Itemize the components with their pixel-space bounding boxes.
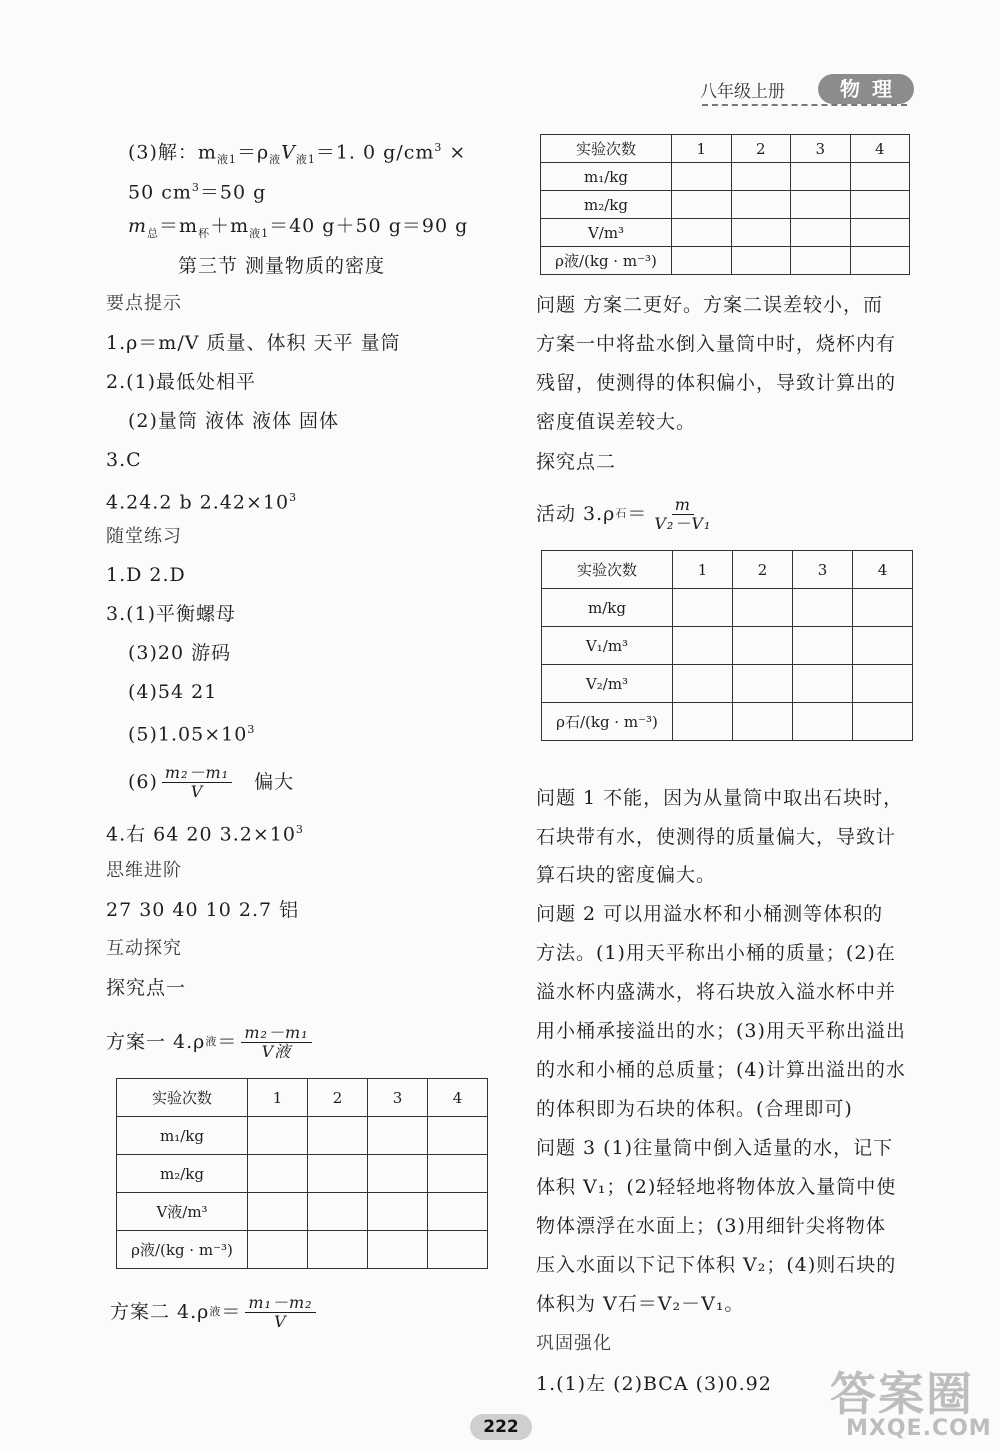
watermark-logo xyxy=(820,1358,990,1446)
table-row xyxy=(541,191,910,219)
empty-cell xyxy=(850,247,910,275)
empty-cell xyxy=(793,589,853,627)
header-trial-number: 4 xyxy=(428,1079,488,1117)
answer-line: (2)量筒 液体 液体 固体 xyxy=(128,410,340,432)
empty-cell xyxy=(673,703,733,741)
formula-fangan1: 方案一 4.ρ 液 ＝ $\frac{\text{m₂－m₁}}{\text{V液}}$ xyxy=(106,1018,316,1066)
table-huodong xyxy=(541,550,913,741)
table-row xyxy=(117,1117,488,1155)
table-row xyxy=(117,1231,488,1269)
row-label: m₁/kg xyxy=(117,1117,248,1155)
formula-huodong: 活动 3.ρ 石 ＝ $\frac{m}{\text{V₂－V₁}}$ xyxy=(536,490,718,538)
empty-cell xyxy=(733,627,793,665)
answer-line: 问题 3 (1)往量筒中倒入适量的水，记下 xyxy=(536,1137,894,1159)
empty-cell xyxy=(853,665,913,703)
empty-cell xyxy=(791,163,851,191)
heading-tanjiu2: 探究点二 xyxy=(536,451,617,473)
header-trial-number: 4 xyxy=(850,135,910,163)
heading-yaodian: 要点提示 xyxy=(106,293,182,314)
row-label: m₁/kg xyxy=(541,163,672,191)
row-label: m₂/kg xyxy=(117,1155,248,1193)
answer-line: 1.D 2.D xyxy=(106,564,186,586)
answer-line: 1.ρ＝m/V 质量、体积 天平 量筒 xyxy=(106,332,401,354)
heading-siwei: 思维进阶 xyxy=(106,860,182,881)
header-trial-number: 3 xyxy=(791,135,851,163)
empty-cell xyxy=(308,1193,368,1231)
empty-cell xyxy=(673,627,733,665)
table-row xyxy=(541,163,910,191)
row-label: V/m³ xyxy=(541,219,672,247)
empty-cell xyxy=(428,1155,488,1193)
answer-line: 用小桶承接溢出的水；(3)用天平称出溢出 xyxy=(536,1020,906,1042)
empty-cell xyxy=(733,589,793,627)
empty-cell xyxy=(850,163,910,191)
header-trial-number: 2 xyxy=(731,135,791,163)
answer-line: (3)解：$m_{液1}=\rho_液V_{液1}=1$. 0 $g/cm^3$ × xyxy=(128,141,467,167)
row-label: ρ液/(kg · m⁻³) xyxy=(117,1231,248,1269)
header-dashed-line xyxy=(702,104,907,106)
empty-cell xyxy=(673,665,733,703)
table-header-row xyxy=(541,135,910,163)
table-row xyxy=(541,247,910,275)
empty-cell xyxy=(731,219,791,247)
answer-line: 问题 1 不能，因为从量筒中取出石块时， xyxy=(536,787,904,809)
empty-cell xyxy=(672,219,732,247)
header-label: 实验次数 xyxy=(541,135,672,163)
header-trial-number: 1 xyxy=(673,551,733,589)
header-brand xyxy=(700,74,914,108)
fraction: $\frac{\text{m₂－m₁}}{\text{V液}}$ xyxy=(241,1024,311,1061)
empty-cell xyxy=(368,1155,428,1193)
table-row xyxy=(542,665,913,703)
empty-cell xyxy=(733,703,793,741)
answer-line: 4.右 64 20 $3.2\times 10^3$ xyxy=(106,823,304,846)
table-fangan2 xyxy=(540,134,910,275)
empty-cell xyxy=(672,191,732,219)
answer-line: 石块带有水，使测得的质量偏大，导致计 xyxy=(536,826,897,848)
answer-line: 残留，使测得的体积偏小，导致计算出的 xyxy=(536,372,897,394)
answer-line: 27 30 40 10 2.7 铝 xyxy=(106,899,300,921)
empty-cell xyxy=(791,219,851,247)
empty-cell xyxy=(853,589,913,627)
answer-line: 压入水面以下记下体积 V₂；(4)则石块的 xyxy=(536,1254,897,1276)
empty-cell xyxy=(368,1231,428,1269)
fraction: $\frac{\text{m₂－m₁}}{V}$ xyxy=(162,764,232,801)
answer-line: 溢水杯内盛满水，将石块放入溢水杯中并 xyxy=(536,981,897,1003)
header-trial-number: 2 xyxy=(308,1079,368,1117)
empty-cell xyxy=(731,163,791,191)
answer-line: 的水和小桶的总质量；(4)计算出溢出的水 xyxy=(536,1059,906,1081)
table-row xyxy=(542,589,913,627)
header-trial-number: 3 xyxy=(793,551,853,589)
row-label: ρ液/(kg · m⁻³) xyxy=(541,247,672,275)
empty-cell xyxy=(791,191,851,219)
empty-cell xyxy=(248,1193,308,1231)
row-label: V液/m³ xyxy=(117,1193,248,1231)
row-label: ρ石/(kg · m⁻³) xyxy=(542,703,673,741)
answer-line: 体积 V₁；(2)轻轻地将物体放入量筒中使 xyxy=(536,1176,897,1198)
row-label: m₂/kg xyxy=(541,191,672,219)
row-label: V₂/m³ xyxy=(542,665,673,703)
empty-cell xyxy=(793,627,853,665)
section-title: 第三节 测量物质的密度 xyxy=(178,255,386,277)
empty-cell xyxy=(368,1193,428,1231)
answer-line: 4.24.2 b $2.42\times 10^3$ xyxy=(106,491,298,514)
answer-line: (3)20 游码 xyxy=(128,642,232,664)
header-trial-number: 2 xyxy=(733,551,793,589)
watermark-main: 答案圈 xyxy=(830,1367,974,1421)
answer-line: $m_总=m_杯+m_{液1}=40$ g＋50 g＝90 g xyxy=(128,215,469,240)
answer-line: (4)54 21 xyxy=(128,681,218,703)
empty-cell xyxy=(248,1231,308,1269)
heading-hudong: 互动探究 xyxy=(106,938,182,959)
empty-cell xyxy=(428,1193,488,1231)
empty-cell xyxy=(733,665,793,703)
fraction: $\frac{\text{m₁－m₂}}{V}$ xyxy=(245,1294,315,1331)
answer-line: (6) $\frac{\text{m₂－m₁}}{V}$ 偏大 xyxy=(128,762,295,801)
empty-cell xyxy=(850,219,910,247)
heading-gonggu: 巩固强化 xyxy=(536,1333,612,1354)
heading-suitang: 随堂练习 xyxy=(106,526,182,547)
answer-line: 体积为 V石＝V₂－V₁。 xyxy=(536,1293,745,1315)
answer-line: 物体漂浮在水面上；(3)用细针尖将物体 xyxy=(536,1215,886,1237)
header-trial-number: 3 xyxy=(368,1079,428,1117)
empty-cell xyxy=(308,1231,368,1269)
table-row xyxy=(542,627,913,665)
empty-cell xyxy=(853,627,913,665)
answer-line: 问题 方案二更好。方案二误差较小，而 xyxy=(536,294,884,316)
answer-line: 的体积即为石块的体积。(合理即可) xyxy=(536,1098,853,1120)
empty-cell xyxy=(248,1155,308,1193)
answer-line: 2.(1)最低处相平 xyxy=(106,371,257,393)
empty-cell xyxy=(368,1117,428,1155)
page-number: 222 xyxy=(470,1414,532,1440)
row-label: m/kg xyxy=(542,589,673,627)
watermark-site: MXQE.COM xyxy=(846,1416,992,1441)
answer-line: 密度值误差较大。 xyxy=(536,411,697,433)
table-row xyxy=(117,1155,488,1193)
answer-line: 3.C xyxy=(106,449,142,471)
answer-line: 3.(1)平衡螺母 xyxy=(106,603,237,625)
formula-fangan2: 方案二 4.ρ 液 ＝ $\frac{\text{m₁－m₂}}{V}$ xyxy=(110,1288,320,1336)
empty-cell xyxy=(428,1231,488,1269)
table-header-row xyxy=(542,551,913,589)
empty-cell xyxy=(731,191,791,219)
empty-cell xyxy=(248,1117,308,1155)
empty-cell xyxy=(793,665,853,703)
empty-cell xyxy=(853,703,913,741)
empty-cell xyxy=(850,191,910,219)
empty-cell xyxy=(673,589,733,627)
table-header-row xyxy=(117,1079,488,1117)
empty-cell xyxy=(428,1117,488,1155)
empty-cell xyxy=(672,247,732,275)
answer-line: 方法。(1)用天平称出小桶的质量；(2)在 xyxy=(536,942,896,964)
header-label: 实验次数 xyxy=(542,551,673,589)
empty-cell xyxy=(793,703,853,741)
table-row xyxy=(117,1193,488,1231)
row-label: V₁/m³ xyxy=(542,627,673,665)
header-trial-number: 1 xyxy=(248,1079,308,1117)
empty-cell xyxy=(731,247,791,275)
heading-tanjiu1: 探究点一 xyxy=(106,977,187,999)
answer-line: 问题 2 可以用溢水杯和小桶测等体积的 xyxy=(536,903,884,925)
answer-line: 1.(1)左 (2)BCA (3)0.92 xyxy=(536,1373,772,1395)
table-fangan1 xyxy=(116,1078,488,1269)
header-trial-number: 4 xyxy=(853,551,913,589)
answer-line: 方案一中将盐水倒入量筒中时，烧杯内有 xyxy=(536,333,897,355)
grade-label: 八年级上册 xyxy=(700,82,785,102)
table-row xyxy=(541,219,910,247)
empty-cell xyxy=(308,1155,368,1193)
answer-line: 50 $cm^3=50$ g xyxy=(128,181,267,204)
empty-cell xyxy=(308,1117,368,1155)
header-label: 实验次数 xyxy=(117,1079,248,1117)
answer-line: $(5)1.05\times 10^3$ xyxy=(128,723,256,746)
empty-cell xyxy=(791,247,851,275)
subject-badge: 物理 xyxy=(818,74,914,104)
answer-line: 算石块的密度偏大。 xyxy=(536,864,717,886)
fraction: $\frac{m}{\text{V₂－V₁}}$ xyxy=(654,494,712,533)
empty-cell xyxy=(672,163,732,191)
header-trial-number: 1 xyxy=(672,135,732,163)
table-row xyxy=(542,703,913,741)
